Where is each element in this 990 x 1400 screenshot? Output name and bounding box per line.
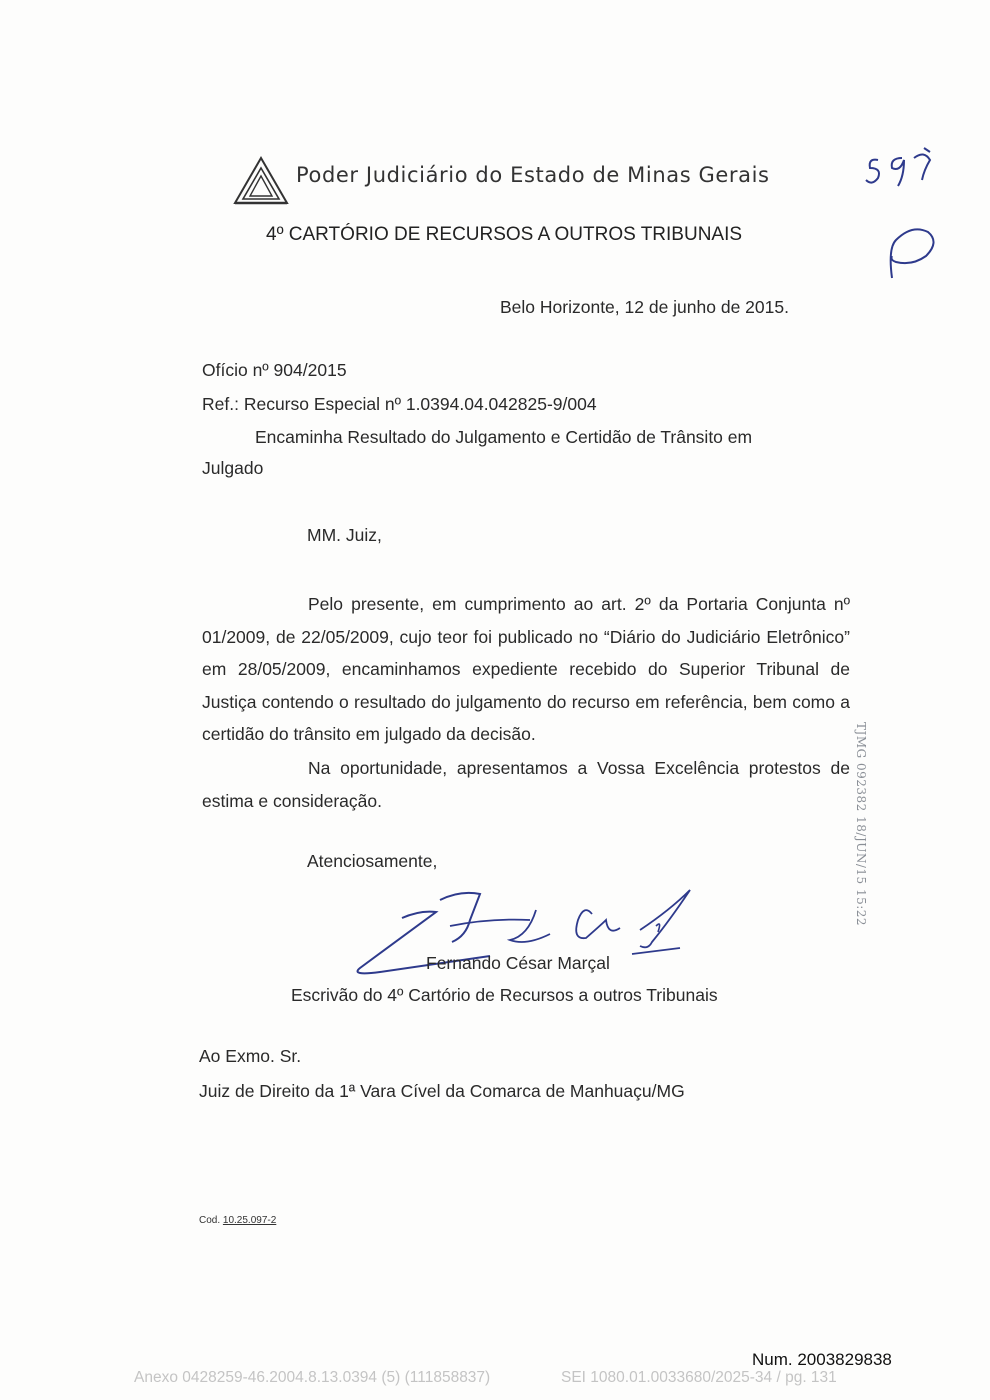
subject-line-1: Encaminha Resultado do Julgamento e Certidão de Trânsito em [255, 427, 753, 447]
place-date: Belo Horizonte, 12 de junho de 2015. [500, 297, 789, 317]
handwritten-rubric [882, 218, 942, 293]
signer-title: Escrivão do 4º Cartório de Recursos a outros Tribunais [291, 985, 718, 1005]
body-paragraph-1 [202, 588, 850, 751]
sei-reference: SEI 1080.01.0033680/2025-34 / pg. 131 [561, 1369, 837, 1386]
code-value: 10.25.097-2 [222, 1215, 277, 1226]
receipt-stamp: TJMG 092382 18/JUN/15 15:22 [854, 722, 868, 927]
body-paragraph-2 [202, 752, 850, 817]
addressee-line-2: Juiz de Direito da 1ª Vara Cível da Comarca de Manhuaçu/MG [199, 1081, 685, 1101]
institution-name: Poder Judiciário do Estado de Minas Gerais [296, 163, 770, 187]
triangle-emblem-icon [233, 156, 289, 211]
signer-name: Fernando César Marçal [426, 953, 610, 973]
annex-reference: Anexo 0428259-46.2004.8.13.0394 (5) (111858837) [134, 1369, 491, 1386]
reference-line: Ref.: Recurso Especial nº 1.0394.04.042825-9/004 [202, 394, 597, 414]
document-number: Num. 2003829838 [752, 1350, 892, 1369]
document-code [199, 1215, 276, 1226]
handwritten-page-number [862, 146, 942, 201]
paragraph-2-text: Na oportunidade, apresentamos a Vossa Excelência protestos de estima e consideração. [202, 758, 850, 811]
oficio-number: Ofício nº 904/2015 [202, 360, 347, 380]
code-label: Cod. [199, 1215, 221, 1226]
closing: Atenciosamente, [307, 851, 438, 871]
subject-line-2: Julgado [202, 458, 264, 478]
department-title: 4º CARTÓRIO DE RECURSOS A OUTROS TRIBUNAIS [266, 224, 743, 245]
salutation: MM. Juiz, [307, 525, 382, 545]
paragraph-1-text: Pelo presente, em cumprimento ao art. 2º da Portaria Conjunta nº 01/2009, de 22/05/2009, cujo teor foi publicado no “Diário do Judiciário Eletrônico” em 28/05/2009, encaminhamos expediente recebido do Superior Tribunal de Justiça contendo o resultado do julgamento do recurso em referência, bem como a certidão do trânsito em julgado da decisão. [202, 594, 850, 744]
addressee-line-1: Ao Exmo. Sr. [199, 1046, 302, 1066]
